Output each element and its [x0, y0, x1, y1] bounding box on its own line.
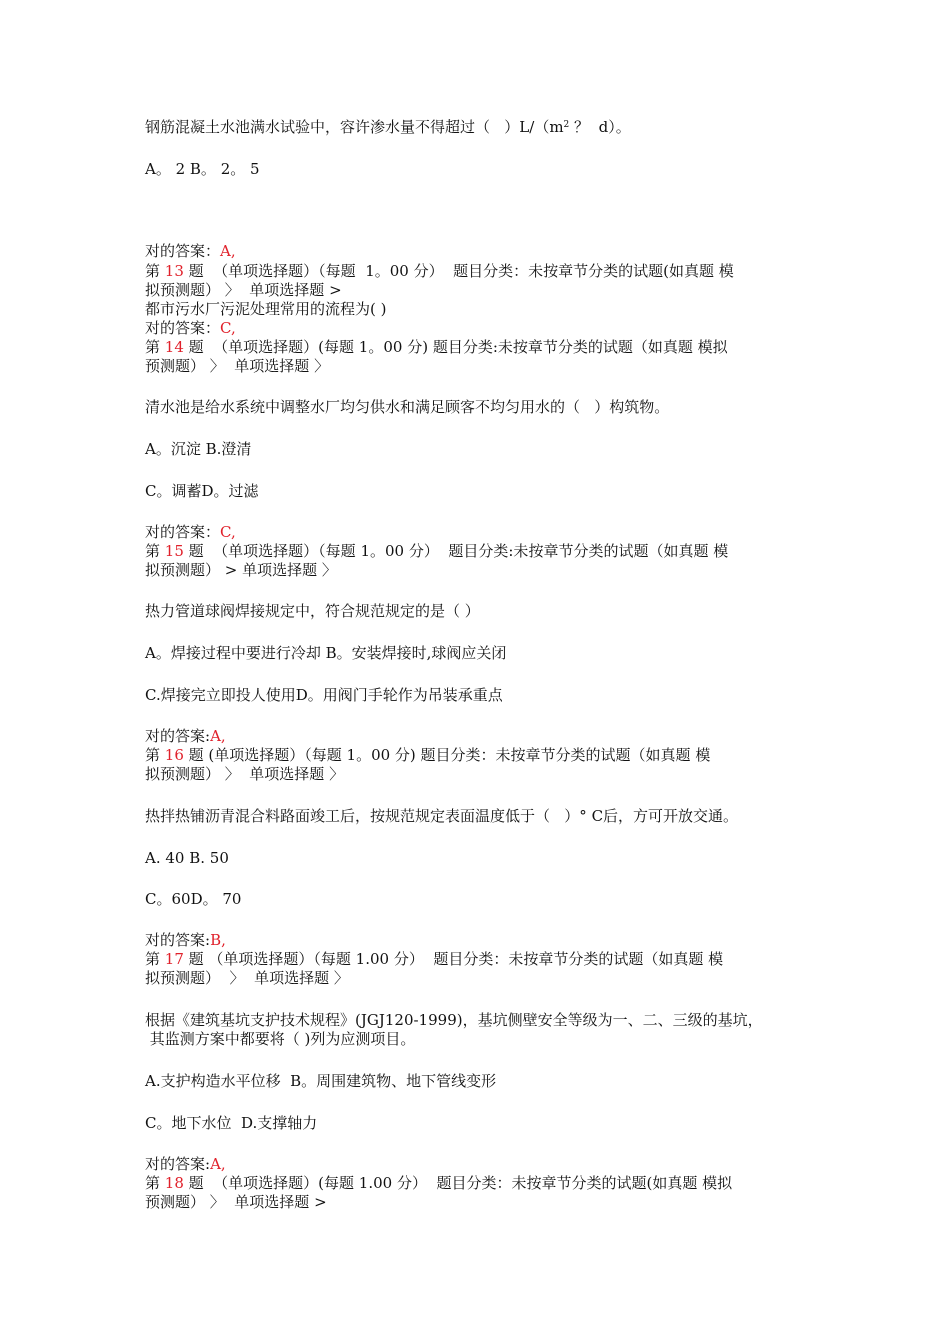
answer-highlight: B, [210, 931, 226, 949]
text-span: C.焊接完立即投人使用D。用阀门手轮作为吊装承重点 [145, 686, 503, 704]
text-span: 对的答案： [145, 319, 221, 337]
text-line [145, 398, 669, 417]
text-span: 第 [145, 1174, 165, 1192]
text-line [145, 319, 236, 338]
text-line [145, 281, 342, 300]
text-span: 第 [145, 950, 165, 968]
text-span: 对的答案： [145, 242, 221, 260]
text-span: A.支护构造水平位移 B。周围建筑物、地下管线变形 [145, 1072, 497, 1090]
text-span: C。地下水位 D.支撑轴力 [145, 1114, 318, 1132]
text-line [145, 746, 710, 765]
text-line [145, 644, 506, 663]
text-line [145, 807, 738, 826]
text-span: 对的答案: [145, 931, 211, 949]
text-line [145, 561, 337, 580]
answer-highlight: 13 [164, 262, 184, 280]
text-span: 第 [145, 262, 165, 280]
text-span: 第 [145, 746, 165, 764]
text-span: 都市污水厂污泥处理常用的流程为( ) [145, 300, 387, 318]
text-line [145, 1174, 732, 1193]
answer-highlight: 14 [164, 338, 184, 356]
text-line [145, 950, 723, 969]
text-span: C。调蓄D。过滤 [145, 482, 259, 500]
text-span: 清水池是给水系统中调整水厂均匀供水和满足顾客不均匀用水的（ ）构筑物。 [145, 398, 670, 416]
text-line [145, 890, 241, 909]
text-line [145, 969, 349, 988]
text-span: 题 （单项选择题）(每题 1.00 分） 题目分类：未按章节分类的试题(如真题 模拟 [183, 1174, 733, 1192]
text-span: 题 （单项选择题）（每题 1。00 分） 题目分类:未按章节分类的试题（如真题 模 [183, 542, 729, 560]
text-span: 拟预测题） > 单项选择题 〉 [145, 561, 337, 579]
answer-highlight: 17 [164, 950, 184, 968]
text-line [145, 440, 251, 459]
text-span: A。沉淀 B.澄清 [145, 440, 252, 458]
text-span: 拟预测题） 〉 单项选择题 〉 [145, 969, 349, 987]
text-line [145, 765, 344, 784]
text-span: 题 （单项选择题）（每题 1.00 分） 题目分类：未按章节分类的试题（如真题 模 [183, 950, 724, 968]
text-span: 第 [145, 542, 165, 560]
text-line [145, 242, 236, 261]
text-line [145, 357, 329, 376]
text-span: C。60D。 70 [145, 890, 242, 908]
text-span: A. 40 B. 50 [145, 849, 229, 867]
text-span: ？ d）。 [569, 118, 631, 136]
text-line [145, 1193, 327, 1212]
text-span: A。 2 B。 2。 5 [145, 160, 260, 178]
text-line [145, 542, 728, 561]
text-line [145, 262, 734, 281]
answer-highlight: 15 [164, 542, 184, 560]
text-span: 第 [145, 338, 165, 356]
text-line [145, 849, 229, 868]
answer-highlight: C, [220, 319, 236, 337]
text-span: 拟预测题） 〉 单项选择题 > [145, 281, 342, 299]
text-line [145, 338, 728, 357]
text-line [145, 1011, 763, 1030]
answer-highlight: A, [210, 727, 226, 745]
text-line [145, 931, 226, 950]
text-line [145, 602, 480, 621]
text-span: 预测题） 〉 单项选择题 〉 [145, 357, 330, 375]
text-span: 钢筋混凝土水池满水试验中，容许渗水量不得超过（ ）L/（m [145, 118, 564, 136]
text-span: 拟预测题） 〉 单项选择题 〉 [145, 765, 345, 783]
text-span: 热力管道球阀焊接规定中，符合规范规定的是（ ） [145, 602, 480, 620]
text-line [145, 118, 631, 137]
text-line [145, 482, 259, 501]
text-span: 热拌热铺沥青混合料路面竣工后，按规范规定表面温度低于（ ）° C后，方可开放交通。 [145, 807, 739, 825]
text-line [145, 523, 236, 542]
answer-highlight: A, [220, 242, 236, 260]
text-line [145, 300, 386, 319]
text-span: 对的答案: [145, 727, 211, 745]
text-span: 根据《建筑基坑支护技术规程》(JGJ120-1999)，基坑侧壁安全等级为一、二、三级的基坑， [145, 1011, 763, 1029]
text-span: 对的答案： [145, 523, 221, 541]
text-span: A。焊接过程中要进行冷却 B。安装焊接时,球阀应关闭 [145, 644, 507, 662]
text-span: 预测题） 〉 单项选择题 > [145, 1193, 327, 1211]
text-span: 对的答案: [145, 1155, 211, 1173]
answer-highlight: 16 [164, 746, 184, 764]
superscript: 2 [563, 120, 570, 130]
text-span: 其监测方案中都要将（ )列为应测项目。 [145, 1030, 416, 1048]
text-line [145, 727, 226, 746]
text-span: 题 （单项选择题）（每题 1。00 分） 题目分类：未按章节分类的试题(如真题 模 [183, 262, 734, 280]
answer-highlight: C, [220, 523, 236, 541]
text-line [145, 1114, 317, 1133]
text-line [145, 1072, 496, 1091]
answer-highlight: A, [210, 1155, 226, 1173]
text-line [145, 1030, 415, 1049]
answer-highlight: 18 [164, 1174, 184, 1192]
text-span: 题 (单项选择题）（每题 1。00 分) 题目分类：未按章节分类的试题（如真题 模 [183, 746, 711, 764]
text-line [145, 686, 503, 705]
text-line [145, 160, 260, 179]
text-line [145, 1155, 226, 1174]
text-span: 题 （单项选择题）(每题 1。00 分) 题目分类:未按章节分类的试题（如真题 模拟 [183, 338, 728, 356]
